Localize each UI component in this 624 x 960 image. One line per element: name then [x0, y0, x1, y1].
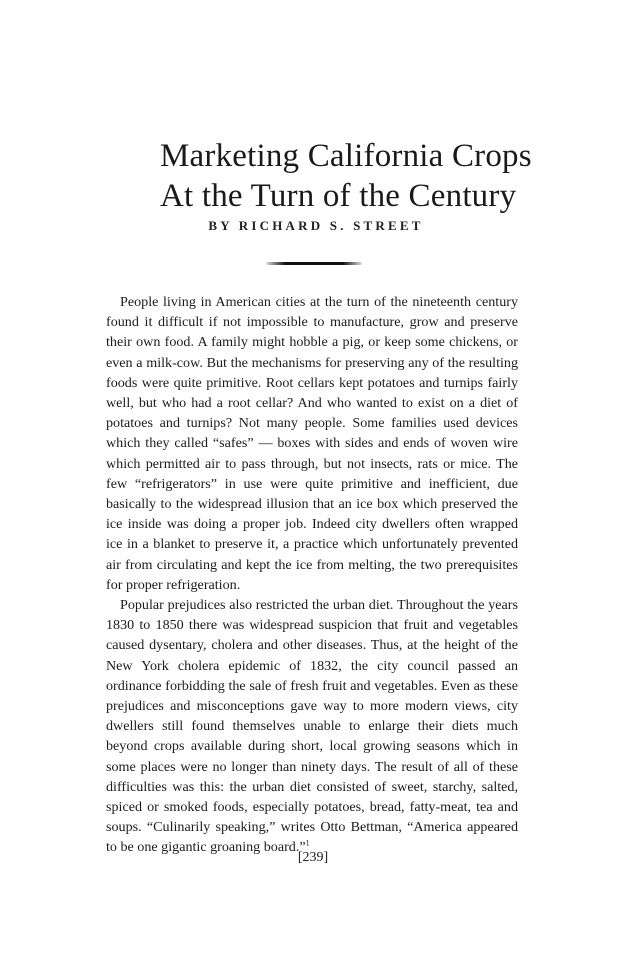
- title-divider: [266, 262, 362, 265]
- paragraph-2: [106, 595, 518, 858]
- author-byline: BY RICHARD S. STREET: [208, 218, 424, 233]
- title-line-2: At the Turn of the Century: [160, 178, 517, 214]
- paragraph-1: People living in American cities at the turn of the nineteenth century found it difficult if not impossible to manufacture, grow and preserve their own food. A family might hobble a pig, or keep some chickens, or even a milk-cow. But the mechanisms for preserving any of the resulting foods were quite primitive. Root cellars kept potatoes and turnips fairly well, but who had a root cellar? And who wanted to exist on a diet of potatoes and turnips? Not many people. Some families used devices which they called “safes” — boxes with sides and ends of woven wire which permitted air to pass through, but not insects, rats or mice. The few “refrigerators” in use were quite primitive and inefficient, due basically to the widespread illusion that an ice box which preserved the ice inside was doing a proper job. Indeed city dwellers often wrapped ice in a blanket to preserve it, a practice which unfortunately prevented air from circulating and kept the ice from melting, the two prerequisites for proper refrigeration.: [106, 294, 518, 593]
- article-title: [160, 136, 532, 216]
- paragraph-2-text: Popular prejudices also restricted the urban diet. Throughout the years 1830 to 1850 there was widespread suspicion that fruit and vegetables caused dysentary, cholera and other diseases. Thus, at the height of the New York cholera epidemic of 1832, the city council passed an ordinance forbidding the sale of fresh fruit and vegetables. Even as these prejudices and misconceptions gave way to more modern views, city dwellers still found themselves unable to enlarge their diets much beyond crops available during short, local growing seasons which in some places were no longer than ninety days. The result of all of these difficulties was this: the urban diet consisted of sweet, starchy, salted, spiced or smoked foods, especially potatoes, bread, fatty-meat, tea and soups. “Culinarily speaking,” writes Otto Bettman, “America appeared to be one gigantic groaning board.”: [106, 597, 518, 856]
- article-body: [106, 292, 518, 858]
- footnote-marker: 1: [305, 838, 310, 848]
- title-line-1: Marketing California Crops: [160, 138, 532, 174]
- page-number: [239]: [297, 850, 329, 865]
